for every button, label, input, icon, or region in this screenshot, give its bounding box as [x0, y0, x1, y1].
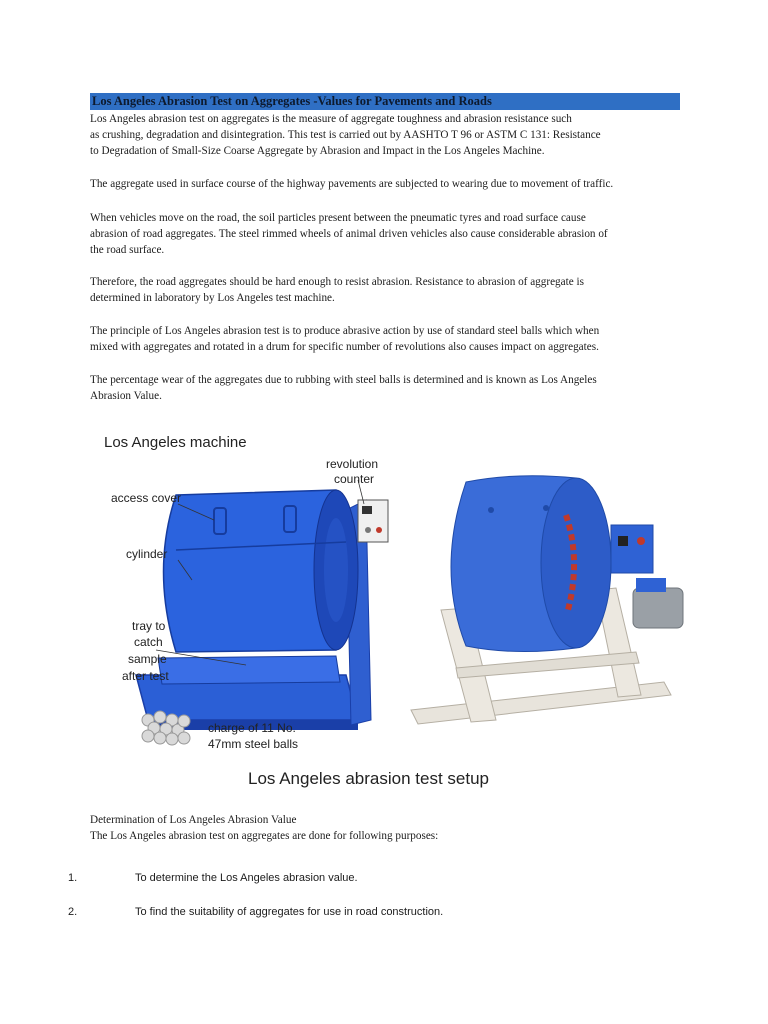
steel-balls [142, 711, 190, 745]
machine-figure [96, 420, 696, 792]
list-number: 1. [68, 872, 78, 884]
principle-paragraph: The principle of Los Angeles abrasion test is to produce abrasive action by use of standard steel balls which when mixed with aggregates and rotated in a drum for specific number of revolutions also causes impact on aggregates. [90, 325, 600, 353]
list-text: To determine the Los Angeles abrasion value. [135, 872, 358, 884]
machine-photo [411, 476, 683, 724]
tray-label-2: catch [134, 635, 163, 649]
charge-label-1: charge of 11 No. [208, 721, 296, 735]
surface-course-paragraph: The aggregate used in surface course of the highway pavements are subjected to wearing due to movement of traffic. [90, 178, 614, 190]
cylinder-label: cylinder [126, 547, 168, 561]
tray-label-1: tray to [132, 619, 166, 633]
figure-caption: Los Angeles abrasion test setup [248, 769, 489, 788]
figure-heading: Los Angeles machine [104, 434, 247, 451]
vehicles-paragraph: When vehicles move on the road, the soil particles present between the pneumatic tyres and road surface cause abrasion of road aggregates. The steel rimmed wheels of animal driven vehicles also cause considerable abrasion of the road surface. [90, 212, 608, 256]
list-text: To find the suitability of aggregates for use in road construction. [135, 906, 444, 918]
list-number: 2. [68, 906, 78, 918]
tray-label-3: sample [128, 652, 167, 666]
page-title: Los Angeles Abrasion Test on Aggregates -Values for Pavements and Roads [90, 93, 680, 110]
machine-illustration [96, 420, 696, 792]
tray-label-4: after test [122, 669, 169, 683]
access-cover-label: access cover [111, 491, 182, 505]
resistance-paragraph: Therefore, the road aggregates should be hard enough to resist abrasion. Resistance to abrasion of aggregate is determined in laboratory by Los Angeles test machine. [90, 276, 584, 304]
determination-heading: Determination of Los Angeles Abrasion Value [90, 814, 297, 826]
counter-label: counter [334, 472, 375, 486]
charge-label-2: 47mm steel balls [208, 737, 299, 751]
labeled-machine-diagram [136, 480, 388, 745]
purposes-intro: The Los Angeles abrasion test on aggregates are done for following purposes: [90, 830, 439, 842]
revolution-label: revolution [326, 457, 379, 471]
percentage-wear-paragraph: The percentage wear of the aggregates due to rubbing with steel balls is determined and is known as Los Angeles Abrasion Value. [90, 374, 597, 402]
intro-paragraph: Los Angeles abrasion test on aggregates is the measure of aggregate toughness and abrasion resistance such as crushing, degradation and disintegration. This test is carried out by AASHTO T 96 or ASTM C 131: Resistance to Degradation of Small-Size Coarse Aggregate by Abrasion and Impact in the Los Angeles Machine. [90, 113, 601, 157]
